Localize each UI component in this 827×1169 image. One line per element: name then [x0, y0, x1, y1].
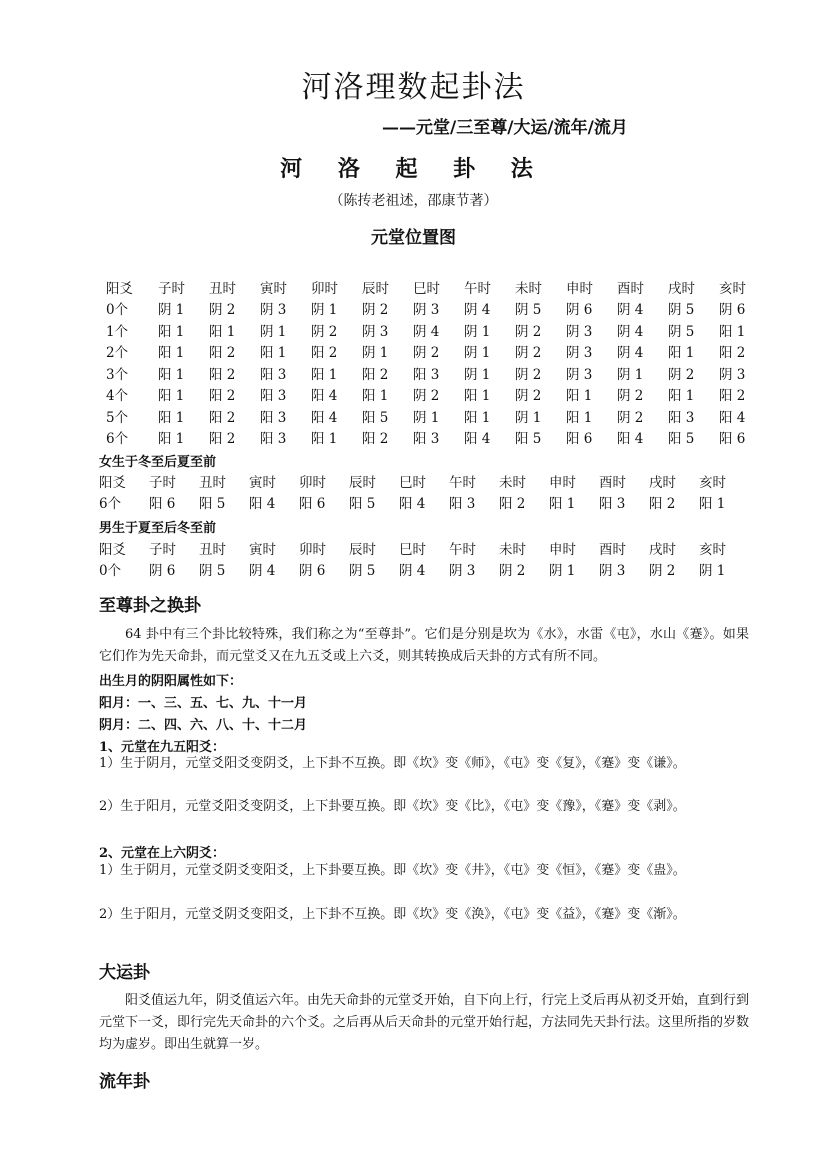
zhizun-heading: 至尊卦之换卦 [99, 596, 201, 616]
table-cell: 酉时 [599, 541, 626, 558]
table-cell: 阳爻 [99, 541, 126, 558]
table-cell: 阳 1 [158, 431, 185, 448]
table-cell: 阴 5 [668, 302, 695, 319]
author-line: （陈抟老祖述，邵康节著） [329, 193, 498, 209]
table-cell: 阴 1 [413, 409, 440, 426]
table-cell: 阴 2 [649, 563, 676, 580]
dayun-heading: 大运卦 [99, 963, 150, 983]
table-cell: 阴 1 [549, 563, 576, 580]
table-cell: 未时 [499, 541, 526, 558]
table-cell: 阳 1 [719, 323, 746, 340]
table-cell: 阳 1 [158, 409, 185, 426]
table-cell: 戌时 [649, 541, 676, 558]
table-cell: 阴 4 [464, 302, 491, 319]
table-cell: 戌时 [649, 474, 676, 491]
table-cell: 阳 2 [209, 366, 236, 383]
table-cell: 4个 [106, 388, 129, 405]
table-cell: 阴 4 [249, 563, 276, 580]
table-cell: 阴 6 [299, 563, 326, 580]
table-cell: 阴 3 [449, 563, 476, 580]
table-cell: 阳 4 [464, 431, 491, 448]
table-cell: 阴 2 [515, 366, 542, 383]
table-cell: 阴 2 [617, 409, 644, 426]
table-cell: 阴 4 [413, 323, 440, 340]
female-table [99, 470, 749, 513]
table-cell: 阳 1 [464, 388, 491, 405]
table-cell: 阴 1 [464, 323, 491, 340]
table-cell: 阴 2 [668, 366, 695, 383]
table-cell: 阳 4 [249, 496, 276, 513]
table-cell: 阳 2 [209, 431, 236, 448]
table-cell: 阴 5 [349, 563, 376, 580]
table-cell: 阴 1 [158, 302, 185, 319]
case2-b: 2）生于阳月，元堂爻阴爻变阳爻，上下卦不互换。即《坎》变《涣》，《屯》变《益》，《蹇》变《渐》。 [99, 907, 686, 922]
table-row [106, 362, 770, 384]
table-cell: 阳 3 [260, 431, 287, 448]
table-cell: 巳时 [413, 280, 440, 297]
table-cell: 丑时 [209, 280, 236, 297]
diagram-title: 元堂位置图 [371, 228, 456, 248]
case1-a: 1）生于阴月，元堂爻阳爻变阴爻，上下卦不互换。即《坎》变《师》，《屯》变《复》，《蹇》变《谦》。 [99, 756, 686, 771]
table-cell: 阳 1 [668, 388, 695, 405]
table-cell: 阴 4 [617, 345, 644, 362]
table-cell: 阳 1 [549, 496, 576, 513]
table-cell: 阳 1 [464, 409, 491, 426]
table-cell: 阳 2 [209, 345, 236, 362]
table-cell: 3个 [106, 366, 129, 383]
table-cell: 阳 2 [311, 345, 338, 362]
table-cell: 午时 [464, 280, 491, 297]
table-cell: 2个 [106, 345, 129, 362]
table-cell: 亥时 [699, 474, 726, 491]
table-cell: 卯时 [299, 541, 326, 558]
table-cell: 阳 2 [719, 388, 746, 405]
table-cell: 阳 3 [413, 366, 440, 383]
table-cell: 阴 1 [464, 366, 491, 383]
case2-a: 1）生于阴月，元堂爻阴爻变阳爻，上下卦要互换。即《坎》变《井》，《屯》变《恒》，《蹇》变《蛊》。 [99, 863, 686, 878]
table-cell: 阴 3 [719, 366, 746, 383]
table-cell: 阳 5 [349, 496, 376, 513]
table-cell: 阴 3 [566, 323, 593, 340]
table-cell: 阳 4 [399, 496, 426, 513]
table-cell: 申时 [549, 541, 576, 558]
table-cell: 阴 2 [499, 563, 526, 580]
table-cell: 阴 1 [515, 409, 542, 426]
table-cell: 0个 [99, 563, 122, 580]
table-cell: 阴 5 [199, 563, 226, 580]
table-cell: 阴 2 [311, 323, 338, 340]
table-cell: 阳 3 [668, 409, 695, 426]
table-cell: 戌时 [668, 280, 695, 297]
table-cell: 阳 4 [311, 388, 338, 405]
table-row [99, 559, 749, 581]
table-cell: 阴 3 [413, 302, 440, 319]
table-cell: 卯时 [311, 280, 338, 297]
table-cell: 阳 2 [209, 409, 236, 426]
table-cell: 亥时 [699, 541, 726, 558]
table-cell: 阳 5 [515, 431, 542, 448]
table-cell: 阴 2 [515, 388, 542, 405]
document-subtitle: ——元堂/三至尊/大运/流年/流月 [382, 118, 628, 138]
table-cell: 阴 2 [413, 345, 440, 362]
table-cell: 亥时 [719, 280, 746, 297]
table-cell: 阳 1 [566, 388, 593, 405]
table-row [106, 384, 770, 406]
table-cell: 未时 [515, 280, 542, 297]
table-cell: 阳 5 [199, 496, 226, 513]
table-cell: 阴 4 [617, 323, 644, 340]
table-cell: 阳 5 [362, 409, 389, 426]
table-cell: 阳 2 [362, 431, 389, 448]
table-cell: 阴 2 [209, 302, 236, 319]
female-label: 女生于冬至后夏至前 [99, 455, 217, 470]
table-cell: 阳 1 [668, 345, 695, 362]
table-cell: 6个 [99, 496, 122, 513]
table-row [99, 470, 749, 492]
yinyang-label: 出生月的阴阳属性如下： [99, 674, 243, 689]
table-row [106, 319, 770, 341]
table-cell: 未时 [499, 474, 526, 491]
table-cell: 阴 4 [617, 302, 644, 319]
table-cell: 寅时 [260, 280, 287, 297]
table-cell: 阳 2 [719, 345, 746, 362]
table-cell: 阴 1 [464, 345, 491, 362]
table-cell: 阳 2 [499, 496, 526, 513]
table-cell: 子时 [149, 474, 176, 491]
table-cell: 子时 [149, 541, 176, 558]
yang-months: 阳月：一、三、五、七、九、十一月 [99, 696, 308, 711]
table-cell: 阴 1 [617, 366, 644, 383]
table-cell: 阴 3 [566, 345, 593, 362]
table-cell: 阴 6 [719, 302, 746, 319]
table-row [99, 492, 749, 514]
table-cell: 阳 6 [299, 496, 326, 513]
table-cell: 阳 3 [599, 496, 626, 513]
table-cell: 阳 4 [719, 409, 746, 426]
table-cell: 阳 6 [149, 496, 176, 513]
table-cell: 阳 1 [158, 345, 185, 362]
table-cell: 阴 3 [566, 366, 593, 383]
table-cell: 阳 1 [566, 409, 593, 426]
table-cell: 阳 3 [260, 388, 287, 405]
table-cell: 阴 1 [260, 323, 287, 340]
table-cell: 0个 [106, 302, 129, 319]
table-cell: 阴 1 [362, 345, 389, 362]
table-cell: 午时 [449, 541, 476, 558]
table-cell: 5个 [106, 409, 129, 426]
table-cell: 阴 3 [599, 563, 626, 580]
table-cell: 阳 2 [362, 366, 389, 383]
table-row [106, 405, 770, 427]
table-cell: 阳 5 [668, 431, 695, 448]
liunian-heading: 流年卦 [99, 1072, 150, 1092]
table-row [106, 298, 770, 320]
table-cell: 子时 [158, 280, 185, 297]
table-cell: 阴 6 [566, 302, 593, 319]
table-cell: 辰时 [349, 541, 376, 558]
table-cell: 阳 2 [209, 388, 236, 405]
document-title: 河洛理数起卦法 [301, 70, 526, 105]
table-cell: 酉时 [617, 280, 644, 297]
table-cell: 阳 1 [699, 496, 726, 513]
table-cell: 申时 [566, 280, 593, 297]
case2-title: 2、元堂在上六阴爻： [99, 846, 226, 861]
table-cell: 阳爻 [106, 280, 133, 297]
table-cell: 卯时 [299, 474, 326, 491]
table-cell: 阳 4 [617, 431, 644, 448]
yin-months: 阴月：二、四、六、八、十、十二月 [99, 718, 308, 733]
table-cell: 阳 6 [719, 431, 746, 448]
table-cell: 巳时 [399, 541, 426, 558]
table-cell: 阳 4 [311, 409, 338, 426]
table-cell: 阴 1 [311, 302, 338, 319]
table-cell: 阳 6 [566, 431, 593, 448]
male-table [99, 537, 749, 580]
table-cell: 申时 [549, 474, 576, 491]
table-cell: 寅时 [249, 474, 276, 491]
table-cell: 1个 [106, 323, 129, 340]
table-row [106, 276, 770, 298]
table-cell: 阳 1 [209, 323, 236, 340]
table-cell: 阴 2 [617, 388, 644, 405]
table-cell: 阳 3 [449, 496, 476, 513]
table-cell: 阴 3 [362, 323, 389, 340]
table-cell: 阳 1 [158, 323, 185, 340]
table-cell: 阴 2 [413, 388, 440, 405]
table-cell: 6个 [106, 431, 129, 448]
table-cell: 阳 3 [260, 366, 287, 383]
table-cell: 阴 2 [515, 323, 542, 340]
table-cell: 阴 1 [699, 563, 726, 580]
zhizun-intro: 64 卦中有三个卦比较特殊，我们称之为“至尊卦”。它们是分别是坎为《水》，水雷《屯》，水山《蹇》。如果它们作为先天命卦，而元堂爻又在九五爻或上六爻，则其转换成后天卦的方式有所不同。 [99, 627, 749, 664]
table-cell: 阴 4 [399, 563, 426, 580]
case1-title: 1、元堂在九五阳爻： [99, 740, 226, 755]
table-cell: 阴 5 [515, 302, 542, 319]
table-cell: 巳时 [399, 474, 426, 491]
dayun-text: 阳爻值运九年，阴爻值运六年。由先天命卦的元堂爻开始，自下向上行，行完上爻后再从初爻开始，直到行到元堂下一爻，即行完先天命卦的六个爻。之后再从后天命卦的元堂开始行起，方法同先天卦行法。这里所指的岁数均为虚岁。即出生就算一岁。 [99, 993, 750, 1052]
table-cell: 阳 1 [362, 388, 389, 405]
table-cell: 阳 1 [311, 366, 338, 383]
table-cell: 阳 1 [311, 431, 338, 448]
table-cell: 阳爻 [99, 474, 126, 491]
table-cell: 寅时 [249, 541, 276, 558]
table-row [106, 341, 770, 363]
table-cell: 阳 1 [158, 366, 185, 383]
table-row [106, 427, 770, 449]
yuantang-table [106, 276, 770, 448]
case1-b: 2）生于阳月，元堂爻阳爻变阴爻，上下卦要互换。即《坎》变《比》，《屯》变《豫》，《蹇》变《剥》。 [99, 799, 686, 814]
male-label: 男生于夏至后冬至前 [99, 521, 217, 536]
table-cell: 阴 2 [362, 302, 389, 319]
table-cell: 阴 5 [668, 323, 695, 340]
table-cell: 阳 3 [413, 431, 440, 448]
table-cell: 阳 2 [649, 496, 676, 513]
table-cell: 阴 3 [260, 302, 287, 319]
table-cell: 丑时 [199, 541, 226, 558]
table-cell: 午时 [449, 474, 476, 491]
table-cell: 丑时 [199, 474, 226, 491]
table-cell: 阳 3 [260, 409, 287, 426]
table-cell: 辰时 [349, 474, 376, 491]
table-cell: 阴 6 [149, 563, 176, 580]
table-cell: 阴 2 [515, 345, 542, 362]
table-row [99, 537, 749, 559]
table-cell: 酉时 [599, 474, 626, 491]
table-cell: 辰时 [362, 280, 389, 297]
table-cell: 阳 1 [260, 345, 287, 362]
section-title: 河 洛 起 卦 法 [280, 156, 547, 182]
table-cell: 阳 1 [158, 388, 185, 405]
